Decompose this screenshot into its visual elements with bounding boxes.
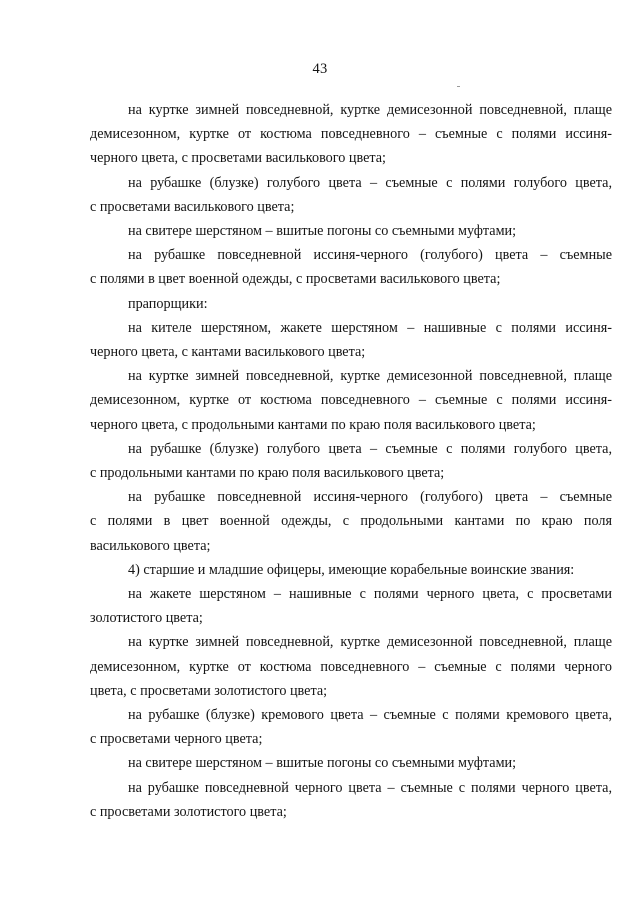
paragraph [90,364,612,437]
text-line: на рубашке (блузке) голубого цвета – съемные с полями голубого цвета, [128,440,612,457]
text-line: с продольными кантами по краю поля василькового цвета; [90,465,445,482]
text-line: демисезонном, куртке от костюма повседневного – съемные с полями черного [90,658,612,675]
paragraph [90,582,612,630]
paragraph [90,219,612,243]
text-line: на свитере шерстяном – вшитые погоны со съемными муфтами; [128,755,517,772]
paragraph [90,485,612,558]
paragraph [90,437,612,485]
text-line: цвета, с просветами золотистого цвета; [90,682,328,699]
paragraph [90,292,612,316]
text-line: прапорщики: [128,295,208,312]
text-line: с просветами василькового цвета; [90,198,295,215]
text-line: с просветами золотистого цвета; [90,803,287,820]
paragraph [90,558,612,582]
text-line: 4) старшие и младшие офицеры, имеющие корабельные воинские звания: [128,561,575,578]
text-line: на свитере шерстяном – вшитые погоны со съемными муфтами; [128,223,517,240]
paragraph [90,171,612,219]
text-line: на рубашке (блузке) кремового цвета – съемные с полями кремового цвета, [128,707,612,724]
text-line: на рубашке повседневной иссиня-черного (голубого) цвета – съемные [128,489,612,506]
text-line: демисезонном, куртке от костюма повседневного – съемные с полями иссиня- [90,392,612,409]
text-line: черного цвета, с кантами василькового цвета; [90,344,366,361]
paragraph [90,630,612,703]
text-line: демисезонном, куртке от костюма повседневного – съемные с полями иссиня- [90,126,612,143]
text-line: с полями в цвет военной одежды, с просветами василькового цвета; [90,271,501,288]
paragraph [90,703,612,751]
text-line: на куртке зимней повседневной, куртке демисезонной повседневной, плаще [128,368,612,385]
paragraph [90,316,612,364]
text-line: на куртке зимней повседневной, куртке демисезонной повседневной, плаще [128,634,612,651]
text-line: на рубашке повседневной черного цвета – съемные с полями черного цвета, [128,779,612,796]
paragraph [90,243,612,291]
text-line: на кителе шерстяном, жакете шерстяном – нашивные с полями иссиня- [128,319,612,336]
paragraph [90,751,612,775]
text-line: черного цвета, с просветами василькового цвета; [90,150,386,167]
paragraph [90,98,612,171]
document-body [90,98,612,824]
text-line: с просветами черного цвета; [90,731,263,748]
text-line: золотистого цвета; [90,610,203,627]
text-line: на рубашке повседневной иссиня-черного (голубого) цвета – съемные [128,247,612,264]
text-line: василькового цвета; [90,537,211,554]
page-number: 43 [312,61,328,77]
text-line: на куртке зимней повседневной, куртке демисезонной повседневной, плаще [128,102,612,118]
paragraph [90,776,612,824]
text-line: с полями в цвет военной одежды, с продольными кантами по краю поля [90,513,612,530]
scan-artifact [457,86,460,87]
text-line: черного цвета, с продольными кантами по краю поля василькового цвета; [90,416,536,433]
text-line: на рубашке (блузке) голубого цвета – съемные с полями голубого цвета, [128,174,612,191]
text-line: на жакете шерстяном – нашивные с полями черного цвета, с просветами [128,586,612,603]
